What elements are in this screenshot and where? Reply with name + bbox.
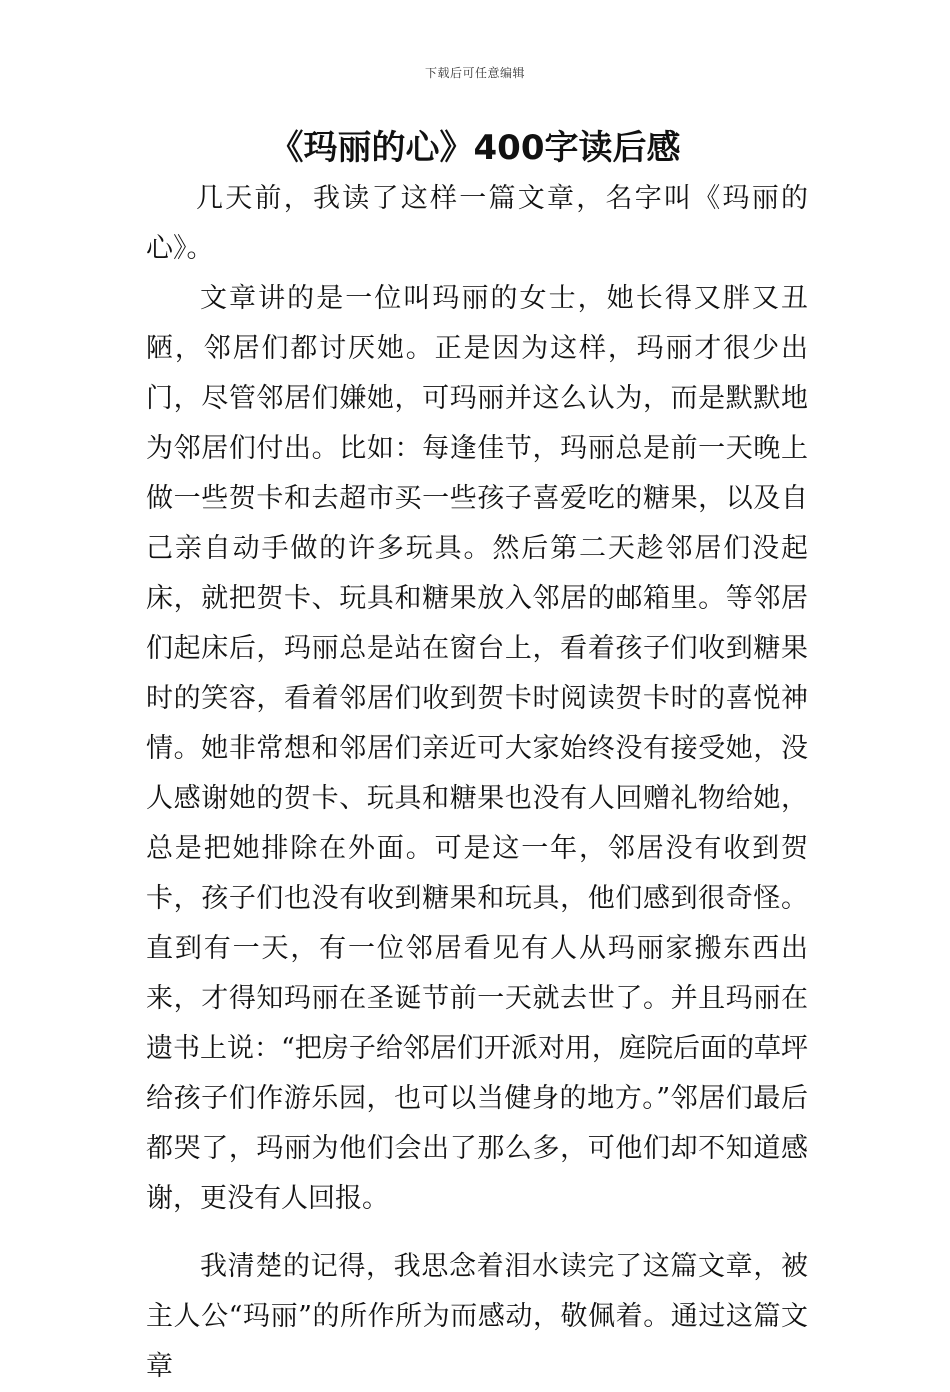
paragraph-summary: 文章讲的是一位叫玛丽的女士，她长得又胖又丑陋，邻居们都讨厌她。正是因为这样，玛丽才很少出门，尽管邻居们嫌她，可玛丽并这么认为，而是默默地为邻居们付出。比如：每逢佳节，玛丽总是前一天晚上做一些贺卡和去超市买一些孩子喜爱吃的糖果，以及自己亲自动手做的许多玩具。然后第二天趁邻居们没起床，就把贺卡、玩具和糖果放入邻居的邮箱里。等邻居们起床后，玛丽总是站在窗台上，看着孩子们收到糖果时的笑容，看着邻居们收到贺卡时阅读贺卡时的喜悦神情。她非常想和邻居们亲近可大家始终没有接受她，没人感谢她的贺卡、玩具和糖果也没有人回赠礼物给她，总是把她排除在外面。可是这一年，邻居没有收到贺卡，孩子们也没有收到糖果和玩具，他们感到很奇怪。直到有一天，有一位邻居看见有人从玛丽家搬东西出来，才得知玛丽在圣诞节前一天就去世了。并且玛丽在遗书上说：“把房子给邻居们开派对用，庭院后面的草坪给孩子们作游乐园，也可以当健身的地方。”邻居们最后都哭了，玛丽为他们会出了那么多，可他们却不知道感谢，更没有人回报。	[146, 283, 808, 1214]
document-title: 《玛丽的心》400字读后感	[269, 128, 681, 168]
paragraph-intro: 几天前，我读了这样一篇文章，名字叫《玛丽的心》。	[146, 183, 808, 264]
header-note: 下载后可任意编辑	[424, 66, 525, 80]
document-body	[146, 174, 808, 1392]
paragraph-reflection: 我清楚的记得，我思念着泪水读完了这篇文章，被主人公“玛丽”的所作所为而感动，敬佩着。通过这篇文章	[146, 1251, 808, 1382]
